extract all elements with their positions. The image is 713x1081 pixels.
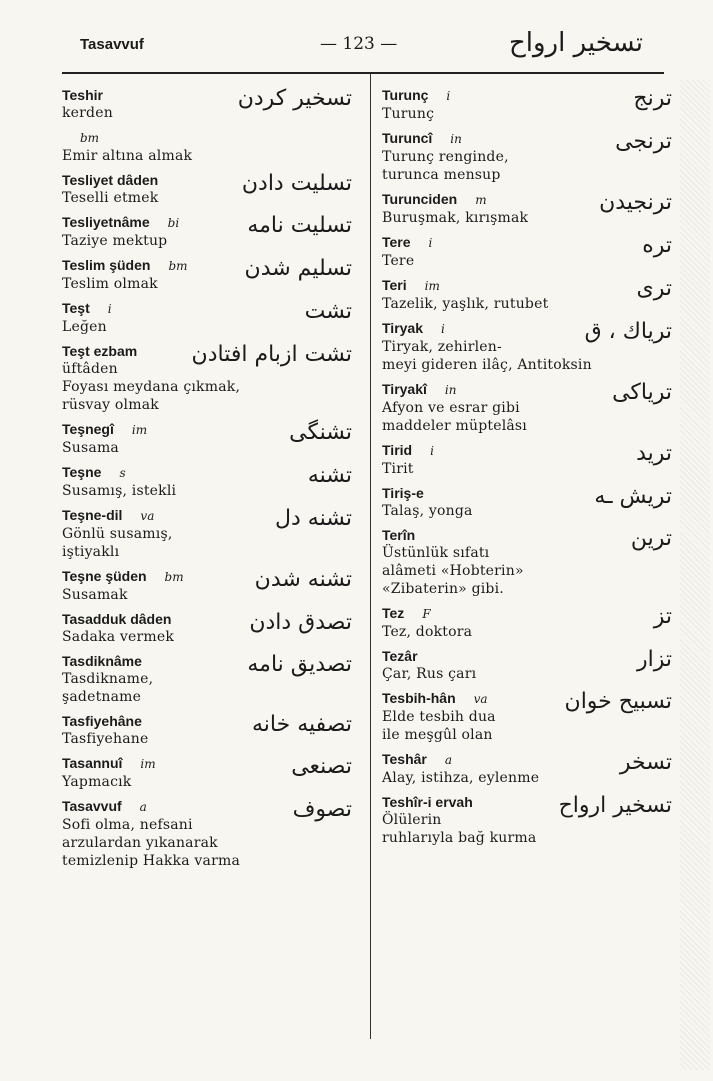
left-column	[62, 86, 352, 876]
ottoman-script: تسخیر کردن	[237, 86, 352, 111]
headword-text: Tesliyetnâme	[62, 214, 150, 230]
dictionary-entry	[62, 342, 352, 414]
headword-text: Tesbih-hân	[382, 690, 456, 706]
headword-text: Teshâr	[382, 751, 427, 767]
dictionary-entry	[382, 129, 672, 184]
dictionary-entry	[382, 750, 672, 787]
ottoman-script: ترین	[630, 526, 672, 551]
entry-definition-line: Sadaka vermek	[62, 629, 175, 645]
entry-definition-line: Afyon ve esrar gibi	[382, 400, 520, 416]
headword-text: Tere	[382, 234, 411, 250]
entry-headword	[382, 441, 672, 460]
grammar-tag: im	[140, 757, 156, 771]
entry-definition-line: Foyası meydana çıkmak,	[62, 379, 241, 395]
headword-text: Teşne şüden	[62, 568, 147, 584]
ottoman-script: تسخر	[619, 750, 672, 775]
entry-definition-line: ile meşgûl olan	[382, 727, 493, 743]
entry-definition-line: Emir altına almak	[62, 148, 193, 164]
grammar-tag: s	[119, 466, 126, 480]
dictionary-entry	[62, 506, 352, 561]
ottoman-script: تشنه شدن	[254, 567, 352, 592]
ottoman-script: تصدق دادن	[249, 610, 352, 635]
entry-definition-line: Taziye mektup	[62, 233, 168, 249]
entry-definition-line: Susamak	[62, 587, 128, 603]
grammar-tag: im	[424, 279, 440, 293]
entry-definition-line: Tirit	[382, 461, 414, 477]
entry-definition-line: Turunç	[382, 106, 435, 122]
headword-text: Turunciden	[382, 191, 458, 207]
headword-text: Teşt ezbam	[62, 343, 138, 359]
headword-text: Teşne	[62, 464, 102, 480]
grammar-tag: bm	[80, 131, 100, 145]
dictionary-entry	[62, 171, 352, 207]
dictionary-entry	[62, 256, 352, 293]
dictionary-entry	[382, 86, 672, 123]
dictionary-entry	[62, 567, 352, 604]
entry-definition-line: Teslim olmak	[62, 276, 158, 292]
dictionary-entry	[382, 647, 672, 683]
entry-definition-line: şadetname	[62, 689, 142, 705]
entry-definition-line: alâmeti «Hobterin»	[382, 563, 524, 579]
ottoman-script: تشنه	[307, 463, 352, 488]
grammar-tag: va	[473, 692, 488, 706]
entry-definition-line: meyi gideren ilâç, Antitoksin	[382, 357, 592, 373]
grammar-tag: m	[475, 193, 487, 207]
ottoman-script: تصدیق نامه	[247, 652, 352, 677]
column-divider	[370, 74, 371, 1039]
headword-text: Tasavvuf	[62, 798, 122, 814]
headword-text: Tesliyet dâden	[62, 172, 159, 188]
entry-headword	[382, 604, 672, 623]
headword-text: Teşne-dil	[62, 507, 123, 523]
dictionary-entry	[62, 213, 352, 250]
entry-definition-line: Üstünlük sıfatı	[382, 545, 490, 561]
entry-headword	[382, 276, 672, 295]
headword-text: Tirid	[382, 442, 413, 458]
headword-text: Tasfiyehâne	[62, 713, 142, 729]
entry-definition-line: «Zibaterin» gibi.	[382, 581, 504, 597]
ottoman-script: تشنگی	[289, 420, 352, 445]
ottoman-script: تصوف	[292, 797, 352, 822]
dictionary-entry	[62, 86, 352, 122]
headword-text: Teşnegî	[62, 421, 114, 437]
entry-definition-line: maddeler müptelâsı	[382, 418, 527, 434]
entry-definition-line: Tasfiyehane	[62, 731, 149, 747]
header-section: Tasavvuf	[80, 36, 144, 53]
headword-text: Turunç	[382, 87, 429, 103]
entry-headword	[62, 128, 352, 147]
entry-definition-line: turunca mensup	[382, 167, 501, 183]
dictionary-entry	[382, 484, 672, 520]
ottoman-script: تسلیم شدن	[244, 256, 352, 281]
grammar-tag: i	[441, 322, 445, 336]
right-column	[382, 86, 672, 853]
header-catchword: تسخیر ارواح	[508, 28, 643, 58]
ottoman-script: تسلیت دادن	[241, 171, 352, 196]
entry-definition-line: Yapmacık	[62, 774, 132, 790]
entry-definition-line: Leğen	[62, 319, 107, 335]
entry-definition-line: üftâden	[62, 361, 118, 377]
entry-definition-line: Ölülerin	[382, 812, 442, 828]
header-rule	[62, 72, 664, 74]
entry-definition-line: Turunç renginde,	[382, 149, 509, 165]
dictionary-entry	[62, 797, 352, 870]
entry-definition-line: ruhlarıyla bağ kurma	[382, 830, 537, 846]
dictionary-entry	[62, 420, 352, 457]
grammar-tag: i	[430, 444, 434, 458]
entry-definition-line: Çar, Rus çarı	[382, 666, 477, 682]
headword-text: Tasannuî	[62, 755, 123, 771]
ottoman-script: تسبیح خوان	[564, 689, 672, 714]
dictionary-entry	[382, 276, 672, 313]
ottoman-script: تشنه دل	[275, 506, 352, 531]
grammar-tag: F	[422, 607, 431, 621]
ottoman-script: تریاکی	[612, 380, 672, 405]
grammar-tag: a	[444, 753, 453, 767]
headword-text: Terîn	[382, 527, 416, 543]
ottoman-script: ترنج	[633, 86, 672, 111]
grammar-tag: i	[446, 89, 451, 103]
dictionary-entry	[62, 754, 352, 791]
entry-definition-line: Tazelik, yaşlık, rutubet	[382, 296, 549, 312]
grammar-tag: in	[444, 383, 457, 397]
ottoman-script: ترنجی	[615, 129, 672, 154]
page-header	[60, 30, 683, 70]
ottoman-script: تره	[642, 233, 672, 258]
ottoman-script: تری	[636, 276, 672, 301]
entry-definition-line: Talaş, yonga	[382, 503, 473, 519]
ottoman-script: ترید	[636, 441, 672, 466]
ottoman-script: تسخیر ارواح	[558, 793, 672, 818]
entry-definition-line: Teselli etmek	[62, 190, 159, 206]
dictionary-entry	[62, 128, 352, 165]
entry-definition-line: Tiryak, zehirlen-	[382, 339, 502, 355]
headword-text: Teşt	[62, 300, 90, 316]
grammar-tag: i	[428, 236, 433, 250]
entry-definition-line: Buruşmak, kırışmak	[382, 210, 529, 226]
ottoman-script: ترنجیدن	[599, 190, 672, 215]
entry-definition-line: Elde tesbih dua	[382, 709, 496, 725]
grammar-tag: in	[450, 132, 462, 146]
headword-text: Tezâr	[382, 648, 418, 664]
dictionary-entry	[62, 299, 352, 336]
dictionary-entry	[382, 526, 672, 598]
ottoman-script: تصنعی	[291, 754, 352, 779]
headword-text: Teslim şüden	[62, 257, 151, 273]
entry-definition-line: Tasdikname,	[62, 671, 154, 687]
grammar-tag: im	[131, 423, 148, 437]
dictionary-entry	[382, 319, 672, 374]
dictionary-entry	[382, 233, 672, 270]
entry-definition-line: Susamış, istekli	[62, 483, 177, 499]
entry-definition-line: Alay, istihza, eylenme	[382, 770, 540, 786]
ottoman-script: تریاك ، ق	[584, 319, 672, 344]
entry-definition-line: Tere	[382, 253, 415, 269]
dictionary-entry	[382, 793, 672, 847]
grammar-tag: bm	[168, 259, 188, 273]
dictionary-entry	[382, 441, 672, 478]
ottoman-script: تریش ـه	[594, 484, 672, 509]
headword-text: Teshîr-i ervah	[382, 794, 473, 810]
headword-text: Turuncî	[382, 130, 433, 146]
grammar-tag: i	[107, 302, 112, 316]
page-number: — 123 —	[320, 34, 398, 54]
ottoman-script: تزار	[637, 647, 672, 672]
grammar-tag: a	[139, 800, 147, 814]
entry-headword	[382, 647, 672, 665]
headword-text: Tiryakî	[382, 381, 427, 397]
dictionary-entry	[62, 652, 352, 706]
entry-definition-line: rüsvay olmak	[62, 397, 159, 413]
ottoman-script: تصفیه خانه	[252, 712, 352, 737]
ottoman-script: تشت ازبام افتادن	[191, 342, 352, 367]
entry-definition-line: arzulardan yıkanarak	[62, 835, 218, 851]
entry-definition-line: Gönlü susamış,	[62, 526, 173, 542]
headword-text: Tiryak	[382, 320, 423, 336]
dictionary-entry	[62, 610, 352, 646]
dictionary-entry	[382, 604, 672, 641]
dictionary-entry	[382, 380, 672, 435]
grammar-tag: va	[140, 509, 155, 523]
headword-text: Tasadduk dâden	[62, 611, 172, 627]
dictionary-entry	[382, 689, 672, 744]
page-edge-texture	[680, 80, 710, 1070]
entry-definition-line: kerden	[62, 105, 113, 121]
entry-definition-line: Tez, doktora	[382, 624, 473, 640]
entry-headword	[382, 233, 672, 252]
ottoman-script: تشت	[304, 299, 352, 324]
headword-text: Tasdiknâme	[62, 653, 142, 669]
dictionary-entry	[62, 463, 352, 500]
entry-definition-line: temizlenip Hakka varma	[62, 853, 240, 869]
headword-text: Teri	[382, 277, 407, 293]
headword-text: Teshir	[62, 87, 103, 103]
entry-definition-line: Susama	[62, 440, 119, 456]
ottoman-script: تز	[653, 604, 672, 629]
grammar-tag: bm	[164, 570, 184, 584]
entry-headword	[382, 86, 672, 105]
ottoman-script: تسلیت نامه	[247, 213, 352, 238]
dictionary-entry	[382, 190, 672, 227]
entry-definition-line: iştiyaklı	[62, 544, 120, 560]
entry-definition-line: Sofi olma, nefsani	[62, 817, 193, 833]
headword-text: Tez	[382, 605, 405, 621]
grammar-tag: bi	[167, 216, 180, 230]
entry-headword	[382, 526, 672, 544]
headword-text: Tiriş-e	[382, 485, 424, 501]
dictionary-entry	[62, 712, 352, 748]
